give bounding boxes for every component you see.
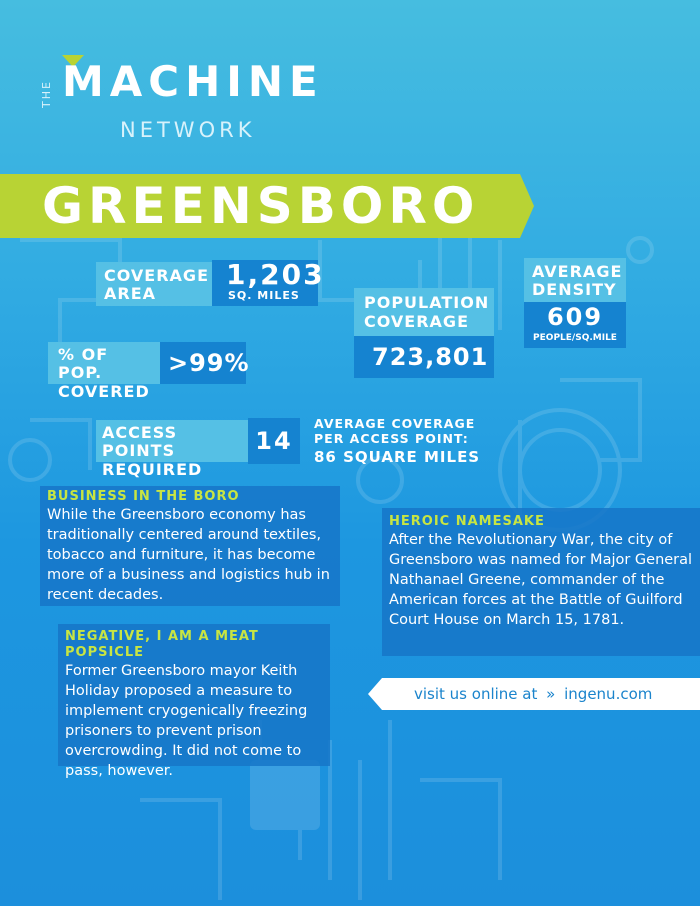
visit-arrow-icon: » — [546, 685, 556, 703]
coverage-area-label-2: AREA — [104, 284, 157, 303]
access-label-box — [96, 420, 248, 479]
population-value-box — [354, 336, 494, 378]
business-title: BUSINESS IN THE BORO — [47, 489, 240, 504]
coverage-area-label-1: COVERAGE — [104, 266, 209, 285]
population-label-box — [354, 288, 494, 336]
logo-machine: MACHINE — [62, 57, 324, 106]
visit-url[interactable]: ingenu.com — [564, 685, 653, 703]
avg-coverage-line-1: AVERAGE COVERAGE — [314, 416, 476, 431]
business-body: While the Greensboro economy has traditionally centered around textiles, tobacco and furniture, it has become more of a business and logistics hub in recent decades. — [47, 507, 330, 603]
avg-coverage-line-3: 86 SQUARE MILES — [314, 448, 481, 466]
visit-text: visit us online at — [414, 685, 538, 703]
namesake-fact-box — [382, 508, 700, 656]
coverage-area-value-box — [212, 258, 325, 306]
avg-coverage-line-2: PER ACCESS POINT: — [314, 431, 469, 446]
pct-label-box — [48, 342, 160, 401]
access-value-box — [248, 418, 300, 464]
population-label-2: COVERAGE — [364, 312, 469, 331]
density-unit: PEOPLE/SQ.MILE — [533, 333, 617, 343]
popsicle-fact-box — [58, 624, 330, 779]
pct-label-1: % OF POP. — [58, 345, 109, 382]
density-value-box — [524, 302, 626, 348]
logo-network: NETWORK — [120, 118, 256, 142]
density-label-1: AVERAGE — [532, 262, 623, 281]
visit-link[interactable] — [414, 683, 652, 705]
coverage-area-unit: SQ. MILES — [228, 289, 300, 302]
density-label-box — [524, 258, 626, 302]
avg-coverage-block — [314, 416, 514, 468]
coverage-area-value: 1,203 — [226, 258, 325, 291]
popsicle-body: Former Greensboro mayor Keith Holiday proposed a measure to implement cryogenically freezing prisoners to prevent prison overcrowding. It did not come to pass, however. — [65, 663, 308, 779]
pct-value: >99% — [168, 349, 250, 377]
access-label-1: ACCESS POINTS — [102, 423, 178, 460]
business-fact-box — [40, 486, 340, 606]
access-value: 14 — [255, 427, 293, 455]
city-title: GREENSBORO — [42, 177, 480, 235]
density-value: 609 — [546, 303, 604, 331]
population-label-1: POPULATION — [364, 293, 490, 312]
pct-value-box — [160, 342, 250, 384]
popsicle-title: NEGATIVE, I AM A MEAT POPSICLE — [65, 629, 259, 660]
namesake-body: After the Revolutionary War, the city of Greensboro was named for Major General Nathanael Greene, commander of the American forces at the Battle of Guilford Court House on March 15, 1781. — [389, 532, 693, 628]
pct-label-2: COVERED — [58, 382, 150, 401]
logo-the: THE — [40, 80, 53, 108]
population-value: 723,801 — [372, 343, 489, 371]
coverage-area-label-box — [96, 262, 212, 306]
density-label-2: DENSITY — [532, 280, 617, 299]
access-label-2: REQUIRED — [102, 460, 203, 479]
namesake-title: HEROIC NAMESAKE — [389, 514, 545, 529]
